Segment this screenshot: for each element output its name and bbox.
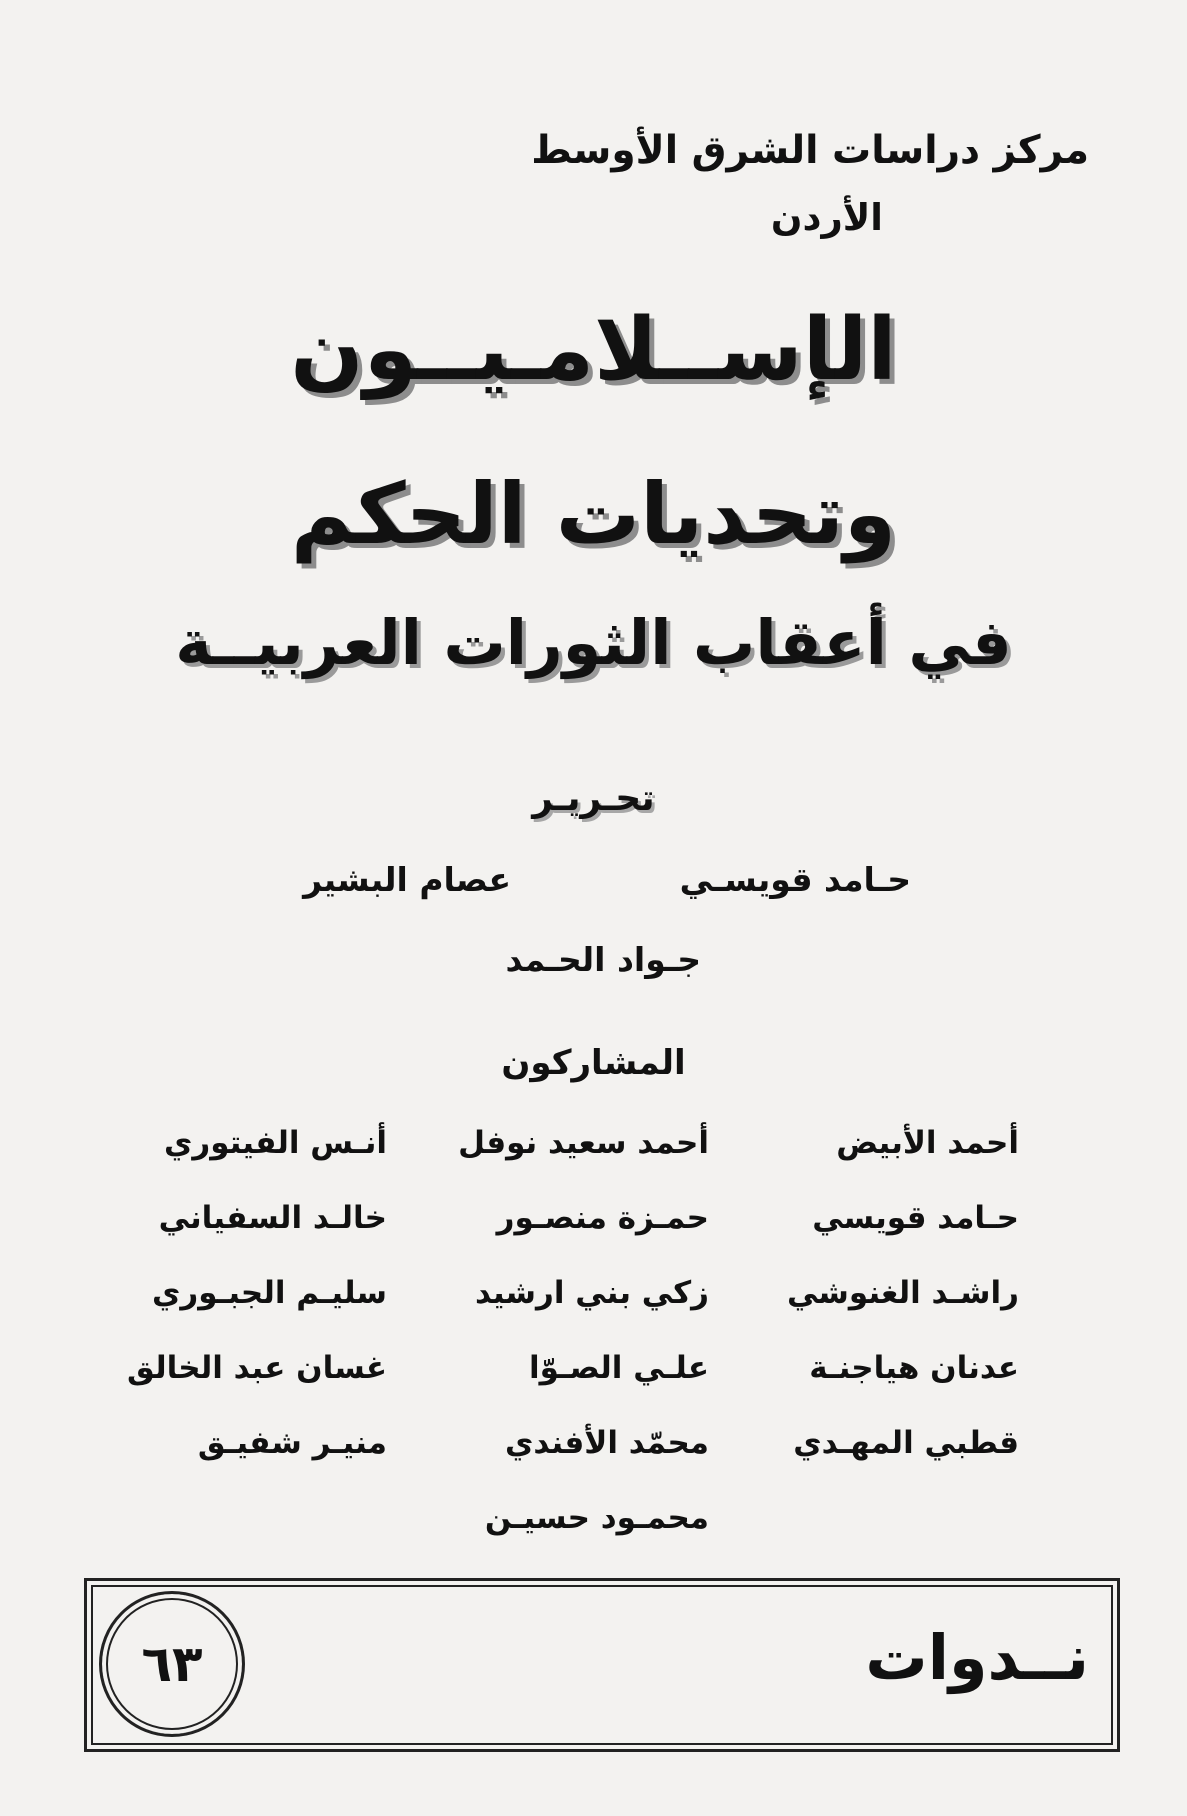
participants-column-left: [127, 1118, 387, 1493]
editors-heading: تحـريـر: [532, 778, 655, 819]
editor-name: عصام البشير: [303, 860, 511, 899]
participants-column-middle: [458, 1118, 709, 1568]
participant-name: عدنان هياجنـة: [809, 1350, 1019, 1386]
participant-name: أحمد سعيد نوفل: [458, 1125, 709, 1161]
book-subtitle: في أعقاب الثورات العربيــة: [175, 606, 1012, 679]
participant-name: غسان عبد الخالق: [127, 1350, 387, 1386]
participant-name: علـي الصـوّا: [528, 1350, 709, 1386]
book-title-line-2: وتحديات الحكم: [290, 465, 897, 563]
participants-heading: المشاركون: [501, 1043, 686, 1083]
participant-name: أحمد الأبيض: [836, 1125, 1019, 1161]
editor-name: حـامد قويسـي: [679, 860, 911, 899]
participant-name: حمـزة منصـور: [496, 1200, 709, 1236]
participant-name: منيـر شفيـق: [197, 1425, 387, 1461]
participant-name: زكي بني ارشيد: [475, 1275, 709, 1311]
series-label: نــدوات: [865, 1621, 1089, 1694]
participant-name: محمـود حسيـن: [484, 1500, 709, 1536]
participant-name: أنـس الفيتوري: [163, 1125, 387, 1161]
participant-name: سليـم الجبـوري: [151, 1275, 387, 1311]
participant-name: محمّد الأفندي: [505, 1425, 709, 1461]
book-title-line-1: الإســلامـيــون: [290, 300, 897, 400]
series-number-circle: [99, 1591, 245, 1737]
participants-list: [0, 1118, 1187, 1538]
participant-name: خالـد السفياني: [158, 1200, 387, 1236]
participant-name: قطبي المهـدي: [793, 1425, 1019, 1461]
participant-name: راشـد الغنوشي: [787, 1275, 1019, 1311]
editor-name: جـواد الحـمد: [505, 940, 701, 979]
publisher-country: الأردن: [770, 196, 883, 239]
publisher-name: مركز دراسات الشرق الأوسط: [531, 128, 1089, 173]
participants-column-right: [787, 1118, 1019, 1493]
participant-name: حـامد قويسي: [812, 1200, 1019, 1236]
series-box: [84, 1578, 1120, 1752]
series-number: ٦٣: [141, 1635, 203, 1693]
